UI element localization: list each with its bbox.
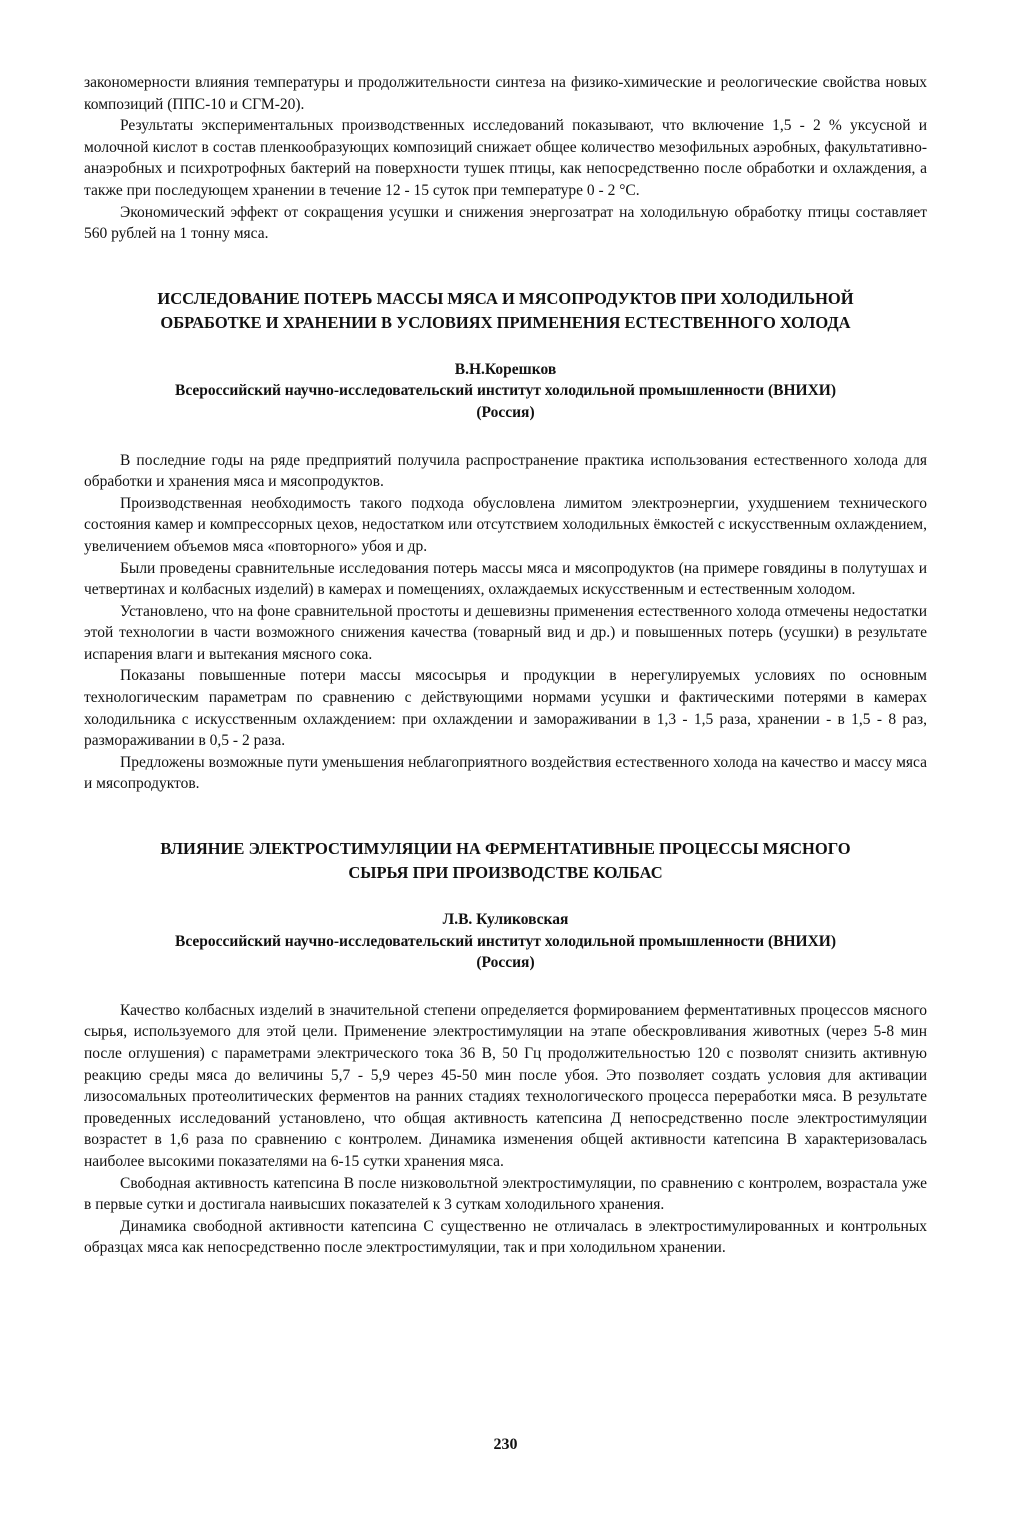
article2-paragraph: Качество колбасных изделий в значительной степени определяется формированием ферментативных процессов мясного сырья, используемого для этой цели. Применение электростимуляции на этапе обескровливания животных (через 5-8 мин после оглушения) с параметрами электрического тока 36 В, 50 Гц продолжительностью 120 с позволят снизить активную реакцию среды мяса до величины 5,7 - 5,9 через 45-50 мин после убоя. Это позволяет создать условия для активации лизосомальных протеолитических ферментов на ранних стадиях технологического процесса переработки мяса. В результате проведенных исследований установлено, что общая активность катепсина Д непосредственно после электростимуляции возрастет в 1,6 раза по сравнению с контролем. Динамика изменения общей активности катепсина В характеризовалась наиболее высокими показателями на 6-15 сутки хранения мяса. <box>84 1001 927 1170</box>
article2-institution: Всероссийский научно-исследовательский институт холодильной промышленности (ВНИХИ) <box>174 932 837 950</box>
article2-country: (Россия) <box>476 954 535 972</box>
article2-title-line1: ВЛИЯНИЕ ЭЛЕКТРОСТИМУЛЯЦИИ НА ФЕРМЕНТАТИВНЫЕ ПРОЦЕССЫ МЯСНОГО <box>160 839 851 859</box>
article2-paragraph: Свободная активность катепсина В после низковольтной электростимуляции, по сравнению с контролем, возрастала уже в первые сутки и достигала наивысших показателей к 3 суткам холодильного хранения. <box>84 1174 927 1214</box>
article1-body <box>84 450 927 796</box>
intro-paragraph: Экономический эффект от сокращения усушки и снижения энергозатрат на холодильную обработку птицы составляет 560 рублей на 1 тонну мяса. <box>84 203 927 243</box>
article2-title-line2: СЫРЬЯ ПРИ ПРОИЗВОДСТВЕ КОЛБАС <box>348 863 663 883</box>
article1-title-line1: ИССЛЕДОВАНИЕ ПОТЕРЬ МАССЫ МЯСА И МЯСОПРОДУКТОВ ПРИ ХОЛОДИЛЬНОЙ <box>157 288 854 308</box>
article2-paragraph: Динамика свободной активности катепсина С существенно не отличалась в электростимулированных и контрольных образцах мяса как непосредственно после электростимуляции, так и при холодильном хранении. <box>84 1217 927 1257</box>
article1-paragraph: В последние годы на ряде предприятий получила распространение практика использования естественного холода для обработки и хранения мяса и мясопродуктов. <box>84 451 927 491</box>
article2-author: Л.В. Куликовская <box>442 911 569 929</box>
article1-paragraph: Производственная необходимость такого подхода обусловлена лимитом электроэнергии, ухудшением технического состояния камер и компрессорных цехов, недостатком или отсутствием холодильных ёмкостей с искусственным охлаждением, увеличением объемов мяса «повторного» убоя и др. <box>84 494 927 555</box>
article1-paragraph: Установлено, что на фоне сравнительной простоты и дешевизны применения естественного холода отмечены недостатки этой технологии в части возможного снижения качества (товарный вид и др.) и повышенных потерь (усушки) в результате испарения влаги и вытекания мясного сока. <box>84 602 927 663</box>
article1-author: В.Н.Корешков <box>454 360 557 378</box>
article1-institution: Всероссийский научно-исследовательский институт холодильной промышленности (ВНИХИ) <box>174 382 837 400</box>
intro-paragraph: Результаты экспериментальных производственных исследований показывают, что включение 1,5 - 2 % уксусной и молочной кислот в состав пленкообразующих композиций снижает общее количество мезофильных аэробных, факультативно-анаэробных и психротрофных бактерий на поверхности тушек птицы, как непосредственно после обработки и охлаждения, а также при последующем хранении в течение 12 - 15 суток при температуре 0 - 2 °С. <box>84 117 927 199</box>
article1-heading <box>84 287 927 335</box>
article1-country: (Россия) <box>476 403 535 421</box>
article1-paragraph: Были проведены сравнительные исследования потерь массы мяса и мясопродуктов (на примере говядины в полутушах и четвертинах и колбасных изделий) в камерах и помещениях, охлаждаемых искусственным и естественным холодом. <box>84 559 927 599</box>
article2-heading <box>84 837 927 885</box>
article1-title-line2: ОБРАБОТКЕ И ХРАНЕНИИ В УСЛОВИЯХ ПРИМЕНЕНИЯ ЕСТЕСТВЕННОГО ХОЛОДА <box>160 312 851 332</box>
page-number: 230 <box>493 1436 518 1453</box>
intro-paragraph: закономерности влияния температуры и продолжительности синтеза на физико-химические и реологические свойства новых композиций (ППС-10 и СГМ-20). <box>84 74 927 113</box>
article2-body <box>84 1000 927 1259</box>
article1-paragraph: Предложены возможные пути уменьшения неблагоприятного воздействия естественного холода на качество и массу мяса и мясопродуктов. <box>84 753 927 793</box>
article1-paragraph: Показаны повышенные потери массы мясосырья и продукции в нерегулируемых условиях по основным технологическим параметрам по сравнению с действующими нормами усушки и фактическими потерями в камерах холодильника с искусственным охлаждением: при охлаждении и замораживании в 1,3 - 1,5 раза, хранении - в 1,5 - 8 раз, размораживании в 0,5 - 2 раза. <box>84 667 927 750</box>
